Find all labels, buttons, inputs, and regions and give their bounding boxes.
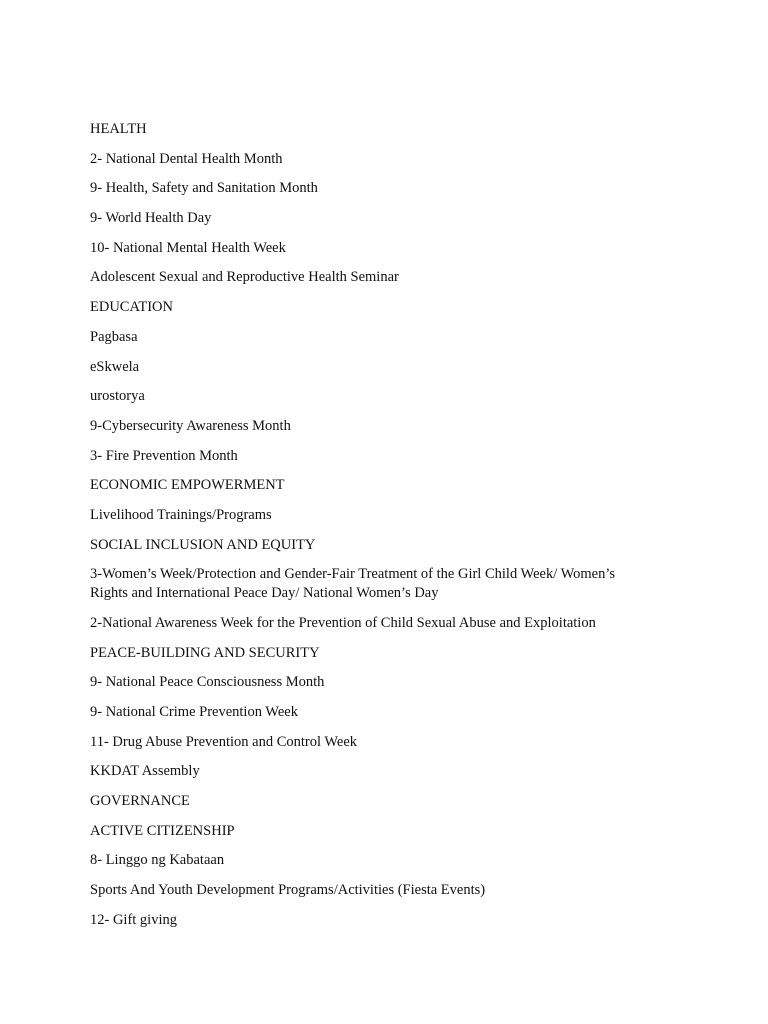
list-item: 9- Health, Safety and Sanitation Month	[90, 180, 318, 197]
list-item: 2-National Awareness Week for the Prevention of Child Sexual Abuse and Exploitation	[90, 614, 596, 631]
list-item: KKDAT Assembly	[90, 763, 200, 780]
list-item: 8- Linggo ng Kabataan	[90, 852, 225, 869]
document-body	[90, 120, 650, 940]
list-item: 3-Women’s Week/Protection and Gender-Fair Treatment of the Girl Child Week/ Women’s Rights and International Peace Day/ National Women’s Day	[90, 566, 616, 601]
section-heading-peace-building: PEACE-BUILDING AND SECURITY	[90, 644, 320, 661]
list-item: 12- Gift giving	[90, 911, 177, 928]
list-item: Livelihood Trainings/Programs	[90, 506, 272, 523]
section-heading-economic-empowerment: ECONOMIC EMPOWERMENT	[90, 477, 285, 494]
list-item: 9- National Peace Consciousness Month	[90, 674, 325, 691]
section-heading-governance: GOVERNANCE	[90, 792, 190, 809]
list-item: Sports And Youth Development Programs/Activities (Fiesta Events)	[90, 882, 486, 898]
section-heading-health: HEALTH	[90, 121, 147, 137]
list-item: Pagbasa	[90, 328, 138, 345]
list-item: eSkwela	[90, 358, 140, 375]
section-heading-social-inclusion: SOCIAL INCLUSION AND EQUITY	[90, 536, 316, 553]
list-item: 3- Fire Prevention Month	[90, 447, 238, 464]
list-item: urostorya	[90, 388, 145, 405]
list-item: 2- National Dental Health Month	[90, 150, 283, 167]
list-item: 9-Cybersecurity Awareness Month	[90, 417, 291, 434]
list-item: 9- World Health Day	[90, 210, 212, 227]
section-heading-education: EDUCATION	[90, 299, 173, 316]
list-item: 9- National Crime Prevention Week	[90, 703, 298, 720]
list-item: 11- Drug Abuse Prevention and Control Week	[90, 733, 358, 750]
list-item: 10- National Mental Health Week	[90, 239, 286, 256]
list-item: Adolescent Sexual and Reproductive Health Seminar	[90, 269, 399, 286]
section-heading-active-citizenship: ACTIVE CITIZENSHIP	[90, 822, 235, 839]
